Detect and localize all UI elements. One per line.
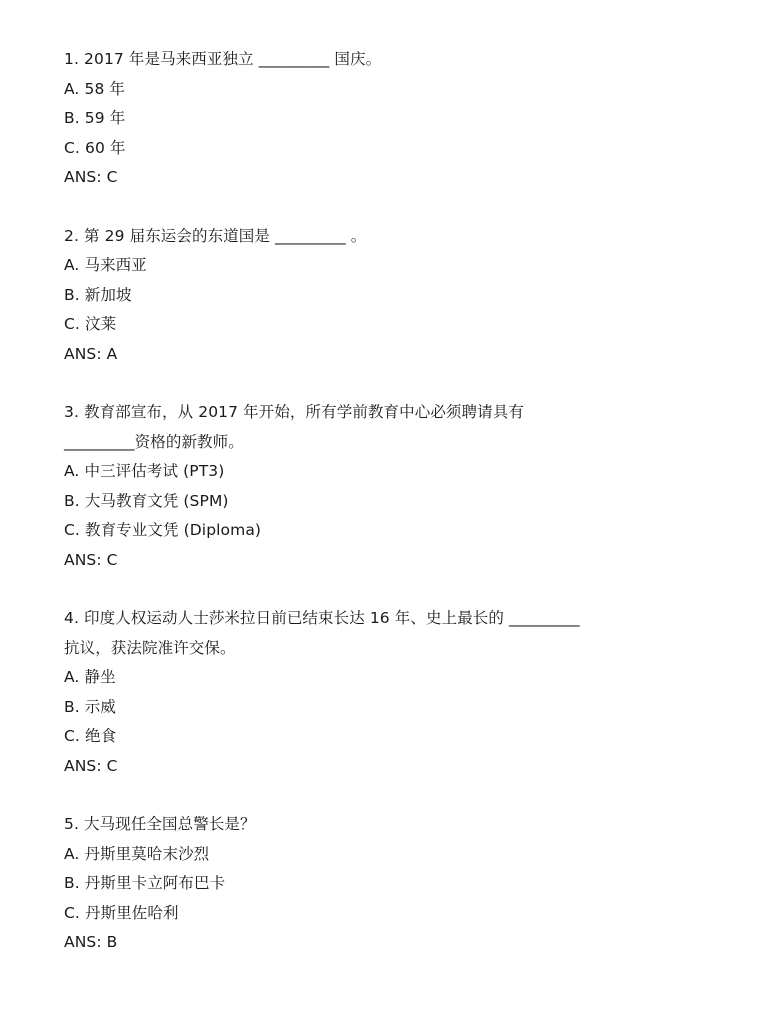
question-prompt: 4. 印度人权运动人士莎米拉日前已结束长达 16 年、史上最长的 _________ [64,609,580,627]
answer: ANS: B [64,933,118,951]
option-c: C. 汶莱 [64,315,117,333]
option-a: A. 马来西亚 [64,256,147,274]
option-c: C. 绝食 [64,727,117,745]
question-5 [64,810,704,958]
option-c: C. 教育专业文凭 (Diploma) [64,521,262,539]
question-2 [64,222,704,370]
option-c: C. 丹斯里佐哈利 [64,903,179,922]
option-b: B. 丹斯里卡立阿布巴卡 [64,874,226,892]
question-prompt: 5. 大马现任全国总警长是？ [64,815,256,833]
question-1 [64,45,704,193]
quiz-document [64,45,704,987]
option-a: A. 静坐 [64,668,116,686]
option-a: A. 中三评估考试 (PT3) [64,462,225,480]
option-c: C. 60 年 [64,138,126,157]
question-prompt: 2. 第 29 届东运会的东道国是 _________ 。 [64,226,367,245]
question-prompt: 1. 2017 年是马来西亚独立 _________ 国庆。 [64,50,382,68]
question-prompt: 3. 教育部宣布，从 2017 年开始，所有学前教育中心必须聘请具有 [64,403,524,421]
option-b: B. 大马教育文凭 (SPM) [64,491,229,510]
option-b: B. 示威 [64,697,116,716]
option-b: B. 59 年 [64,109,126,127]
option-b: B. 新加坡 [64,285,132,304]
answer: ANS: A [64,344,118,363]
question-4 [64,604,704,781]
answer: ANS: C [64,168,118,186]
question-prompt-continued: 抗议，获法院准许交保。 [64,638,236,657]
option-a: A. 丹斯里莫哈末沙烈 [64,844,210,863]
answer: ANS: C [64,756,118,775]
answer: ANS: C [64,550,118,569]
question-prompt-continued: _________资格的新教师。 [64,432,244,451]
question-3 [64,398,704,575]
option-a: A. 58 年 [64,79,126,98]
